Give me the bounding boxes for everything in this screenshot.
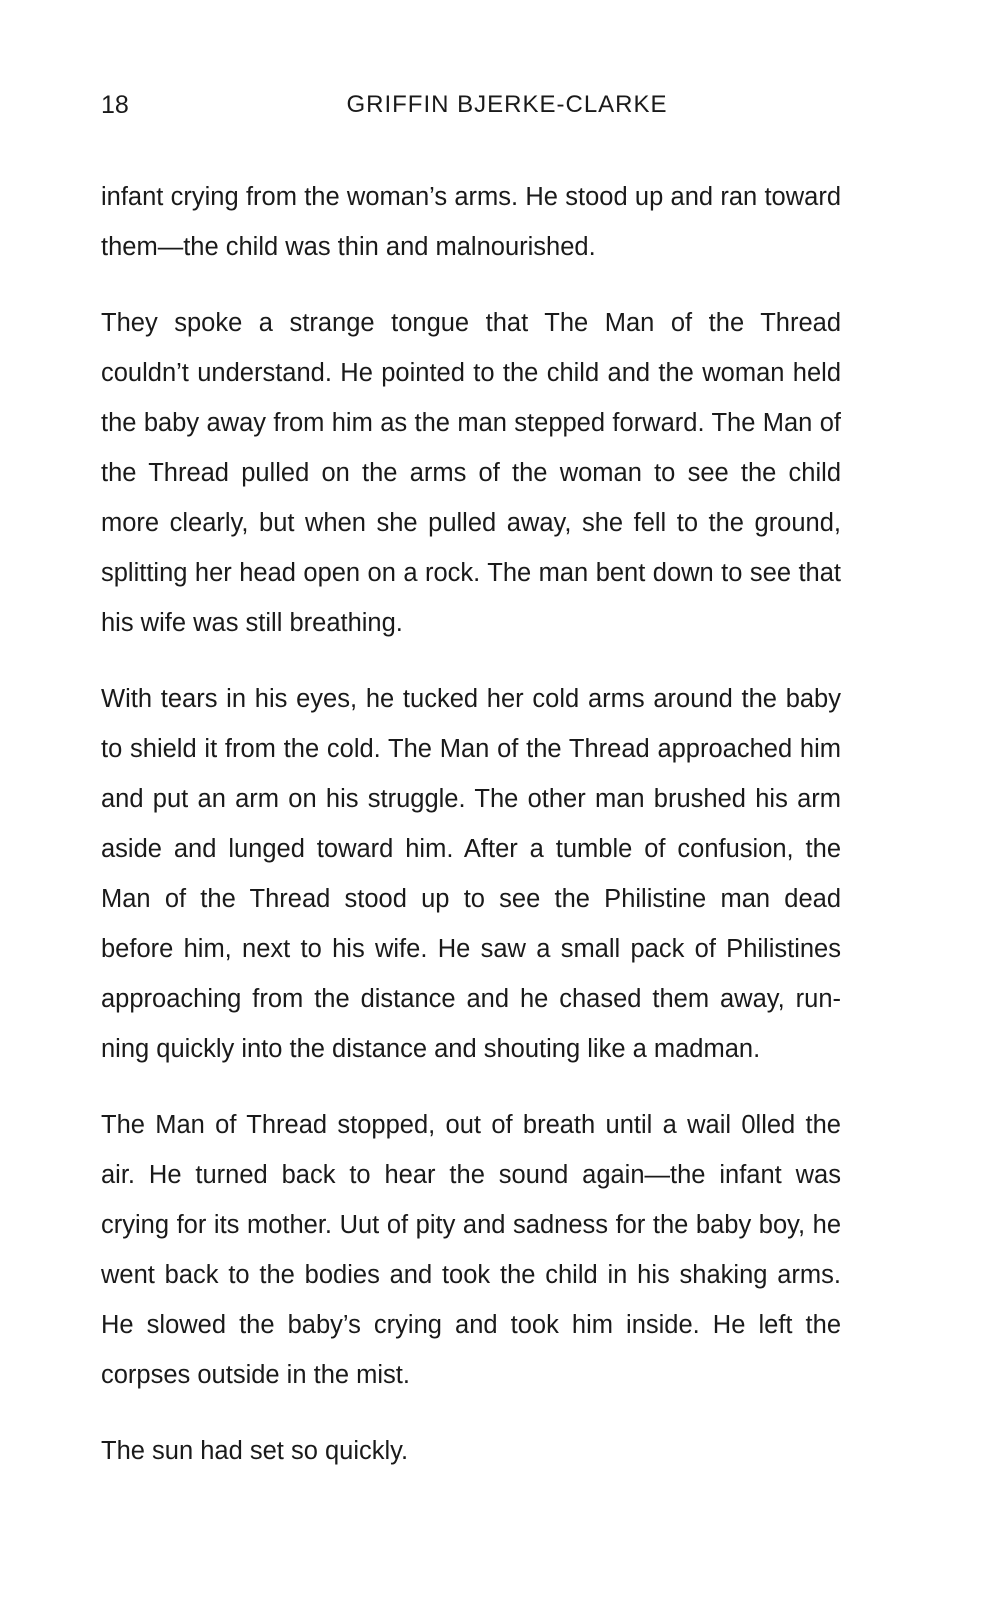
paragraph-1: infant crying from the woman’s arms. He stood up and ran toward them—the child was thin and malnourished. bbox=[101, 183, 841, 261]
paragraph-5: The sun had set so quickly. bbox=[101, 1437, 409, 1465]
page-number: 18 bbox=[101, 91, 129, 119]
paragraph-2: They spoke a strange tongue that The Man of the Thread couldn’t understand. He pointed to the child and the woman held the baby away from him as the man stepped forward. The Man of the Thread pulled on the arms of the woman to see the child more clearly, but when she pulled away, she fell to the ground, splitting her head open on a rock. The man bent down to see that his wife was still breathing. bbox=[101, 309, 841, 637]
body-text bbox=[101, 172, 841, 1502]
paragraph-4: The Man of Thread stopped, out of breath until a wail 0lled the air. He turned back to hear the sound again—the infant was crying for its mother. Uut of pity and sadness for the baby boy, he went back to the bodies and took the child in his shaking arms. He slowed the baby’s crying and took him inside. He left the corpses outside in the mist. bbox=[101, 1111, 841, 1389]
running-head bbox=[101, 90, 841, 120]
running-title-author: GRIFFIN BJERKE-CLARKE bbox=[346, 91, 668, 118]
paragraph-3: With tears in his eyes, he tucked her cold arms around the baby to shield it from the cold. The Man of the Thread approached him and put an arm on his struggle. The other man brushed his arm aside and lunged toward him. After a tumble of confusion, the Man of the Thread stood up to see the Philistine man dead before him, next to his wife. He saw a small pack of Philistines approaching from the distance and he chased them away, run-ning quickly into the distance and shouting like a madman. bbox=[101, 685, 841, 1063]
